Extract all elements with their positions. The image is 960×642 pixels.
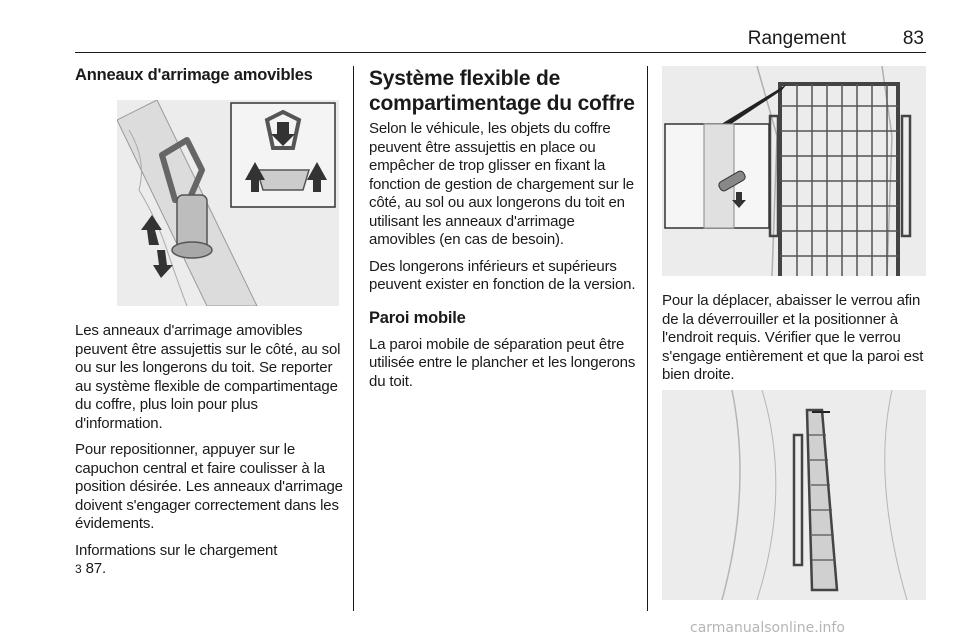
- reference-symbol: 3: [75, 562, 82, 576]
- right-column-body: [662, 292, 928, 393]
- column-divider-left: [353, 66, 354, 611]
- section-title: Rangement: [747, 28, 846, 49]
- loading-info-reference: [75, 542, 347, 579]
- subheading-movable-partition: Paroi mobile: [369, 308, 466, 327]
- page-header: [75, 28, 926, 53]
- section-heading-tie-down-rings: Anneaux d'arrimage amovibles: [75, 66, 313, 84]
- reference-text: Informations sur le chargement: [75, 541, 278, 559]
- reference-page-link[interactable]: 87.: [85, 560, 106, 577]
- paragraph-rails-version: Des longerons inférieurs et supérieurs peuvent exister en fonction de la version.: [369, 257, 636, 293]
- middle-column: [369, 66, 639, 399]
- figure-tie-down-ring: [117, 100, 339, 306]
- figure-partition-side-view: [662, 390, 926, 600]
- figure-cargo-net-partition: [662, 66, 926, 276]
- left-column-body: [75, 322, 347, 587]
- section-heading-flexible-compartment: Système flexible de compartimentage du coffre: [369, 67, 635, 115]
- paragraph-tie-down-reposition: Pour repositionner, appuyer sur le capuchon central et faire coulisser à la position désirée. Les anneaux d'arrimage doivent s'engager correctement dans les évidements.: [75, 441, 343, 532]
- left-column: [75, 66, 343, 85]
- page-number: 83: [902, 28, 924, 49]
- paragraph-tie-down-intro: Les anneaux d'arrimage amovibles peuvent être assujettis sur le côté, au sol ou sur les longerons du toit. Se reporter au système flexible de compartimentage du coffre, plus loin pour plus d'information.: [75, 322, 341, 432]
- watermark: carmanualsonline.info: [690, 620, 845, 636]
- paragraph-movable-partition: La paroi mobile de séparation peut être utilisée entre le plancher et les longerons du toit.: [369, 335, 636, 390]
- paragraph-move-partition: Pour la déplacer, abaisser le verrou afin de la déverrouiller et la positionner à l'endroit requis. Vérifier que le verrou s'engage entièrement et que la paroi est bien droite.: [662, 292, 924, 383]
- paragraph-compartment-intro: Selon le véhicule, les objets du coffre peuvent être assujettis en place ou empêcher de trop glisser en fixant la fonction de gestion de chargement sur le côté, au sol ou aux longerons du toit en utilisant les anneaux d'arrimage amovibles (en cas de besoin).: [369, 120, 635, 248]
- column-divider-right: [647, 66, 648, 611]
